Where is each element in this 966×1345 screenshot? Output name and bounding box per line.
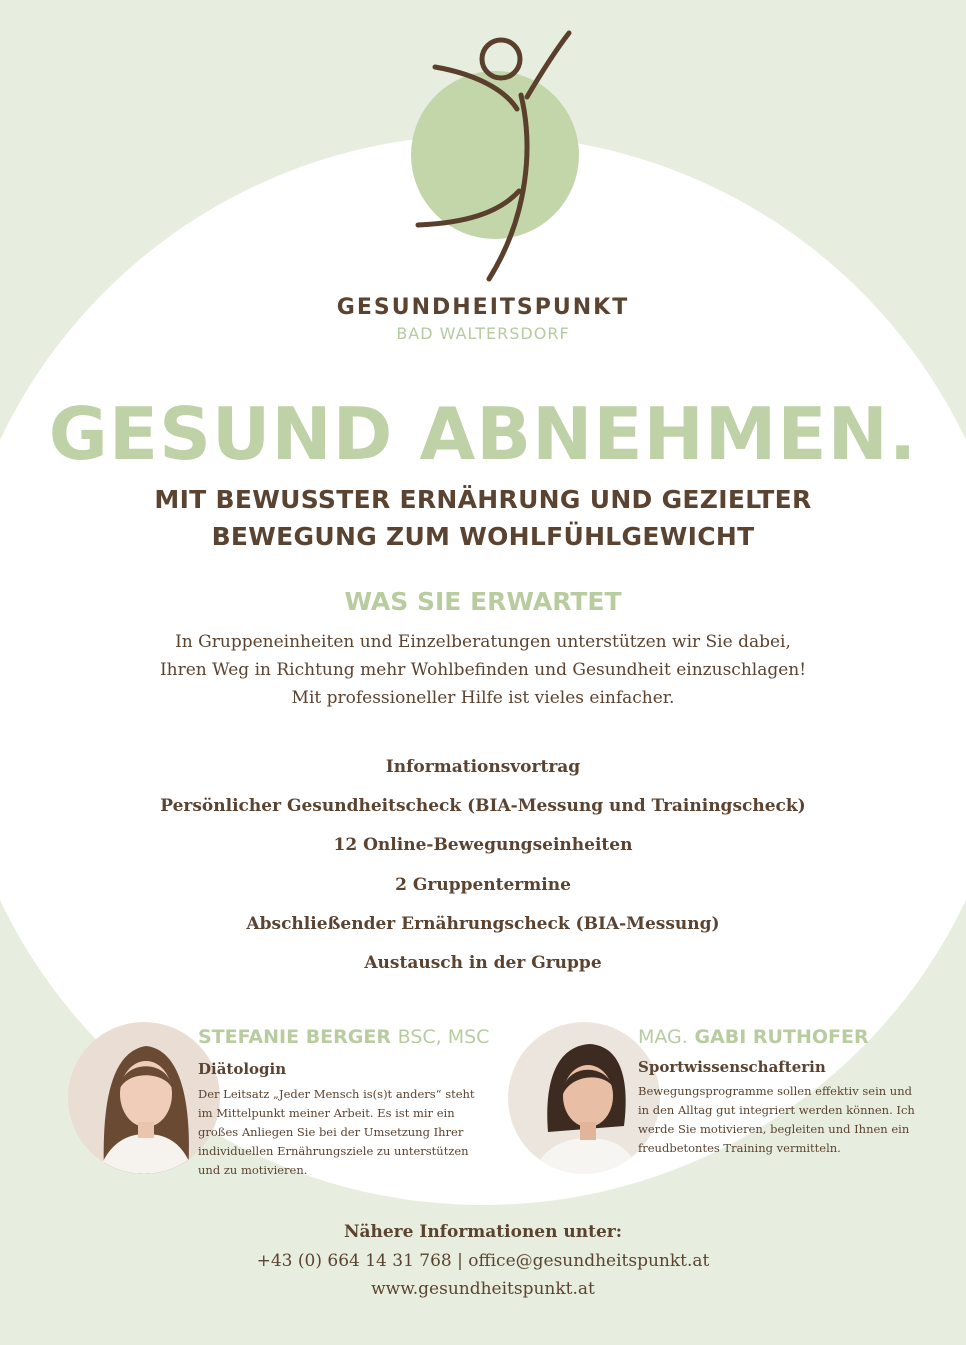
page-title: GESUND ABNEHMEN. xyxy=(48,392,918,476)
section-title: WAS SIE ERWARTET xyxy=(344,587,622,616)
person-role: Sportwissenschafterin xyxy=(638,1058,826,1076)
list-item: 2 Gruppentermine xyxy=(395,874,571,895)
person-bio xyxy=(638,1082,915,1158)
list-item: Abschließender Ernährungscheck (BIA-Messung) xyxy=(246,913,720,934)
bio-line: Der Leitsatz „Jeder Mensch is(s)t anders“ steht xyxy=(198,1087,475,1101)
person-title-prefix: MAG. xyxy=(638,1026,688,1048)
bio-line: und zu motivieren. xyxy=(198,1163,308,1177)
list-item: Informationsvortrag xyxy=(385,757,581,777)
person-name: STEFANIE BERGER xyxy=(198,1026,391,1048)
subtitle-line-1: MIT BEWUSSTER ERNÄHRUNG UND GEZIELTER xyxy=(154,485,812,514)
intro-line-3: Mit professioneller Hilfe ist vieles einfacher. xyxy=(291,688,675,708)
list-item: 12 Online-Bewegungseinheiten xyxy=(333,835,633,856)
brand-location: BAD WALTERSDORF xyxy=(396,324,570,343)
person-bio xyxy=(198,1085,475,1180)
person-name: GABI RUTHOFER xyxy=(694,1026,869,1048)
person-degree: BSC, MSC xyxy=(397,1026,490,1048)
person-role: Diätologin xyxy=(198,1060,287,1078)
contact-title: Nähere Informationen unter: xyxy=(343,1222,623,1242)
contact-line xyxy=(0,1251,966,1271)
bio-line: werde Sie motivieren, begleiten und Ihnen ein xyxy=(638,1122,910,1136)
intro-line-1: In Gruppeneinheiten und Einzelberatungen unterstützen wir Sie dabei, xyxy=(175,632,791,652)
person-name-gabi-ruthofer xyxy=(638,1026,869,1048)
bio-line: freudbetontes Training vermitteln. xyxy=(638,1141,841,1155)
dancing-figure-icon xyxy=(395,25,595,290)
feature-list xyxy=(0,754,966,989)
website-link[interactable]: www.gesundheitspunkt.at xyxy=(371,1279,595,1299)
intro-line-2: Ihren Weg in Richtung mehr Wohlbefinden und Gesundheit einzuschlagen! xyxy=(159,660,807,680)
brand-name: GESUNDHEITSPUNKT xyxy=(336,295,630,320)
phone-number[interactable]: +43 (0) 664 14 31 768 xyxy=(256,1251,452,1271)
bio-line: Bewegungsprogramme sollen effektiv sein und xyxy=(638,1084,912,1098)
bio-line: großes Anliegen Sie bei der Umsetzung Ihrer xyxy=(198,1125,464,1139)
subtitle-line-2: BEWEGUNG ZUM WOHLFÜHLGEWICHT xyxy=(211,522,755,551)
list-item: Persönlicher Gesundheitscheck (BIA-Messung und Trainingscheck) xyxy=(160,796,806,817)
person-name-stefanie-berger xyxy=(198,1026,489,1048)
email-link[interactable]: office@gesundheitspunkt.at xyxy=(468,1251,710,1271)
list-item: Austausch in der Gruppe xyxy=(364,952,602,973)
bio-line: individuellen Ernährungsziele zu unterstützen xyxy=(198,1144,469,1158)
bio-line: in den Alltag gut integriert werden können. Ich xyxy=(638,1103,915,1117)
contact-separator: | xyxy=(457,1251,463,1271)
bio-line: im Mittelpunkt meiner Arbeit. Es ist mir ein xyxy=(198,1106,455,1120)
